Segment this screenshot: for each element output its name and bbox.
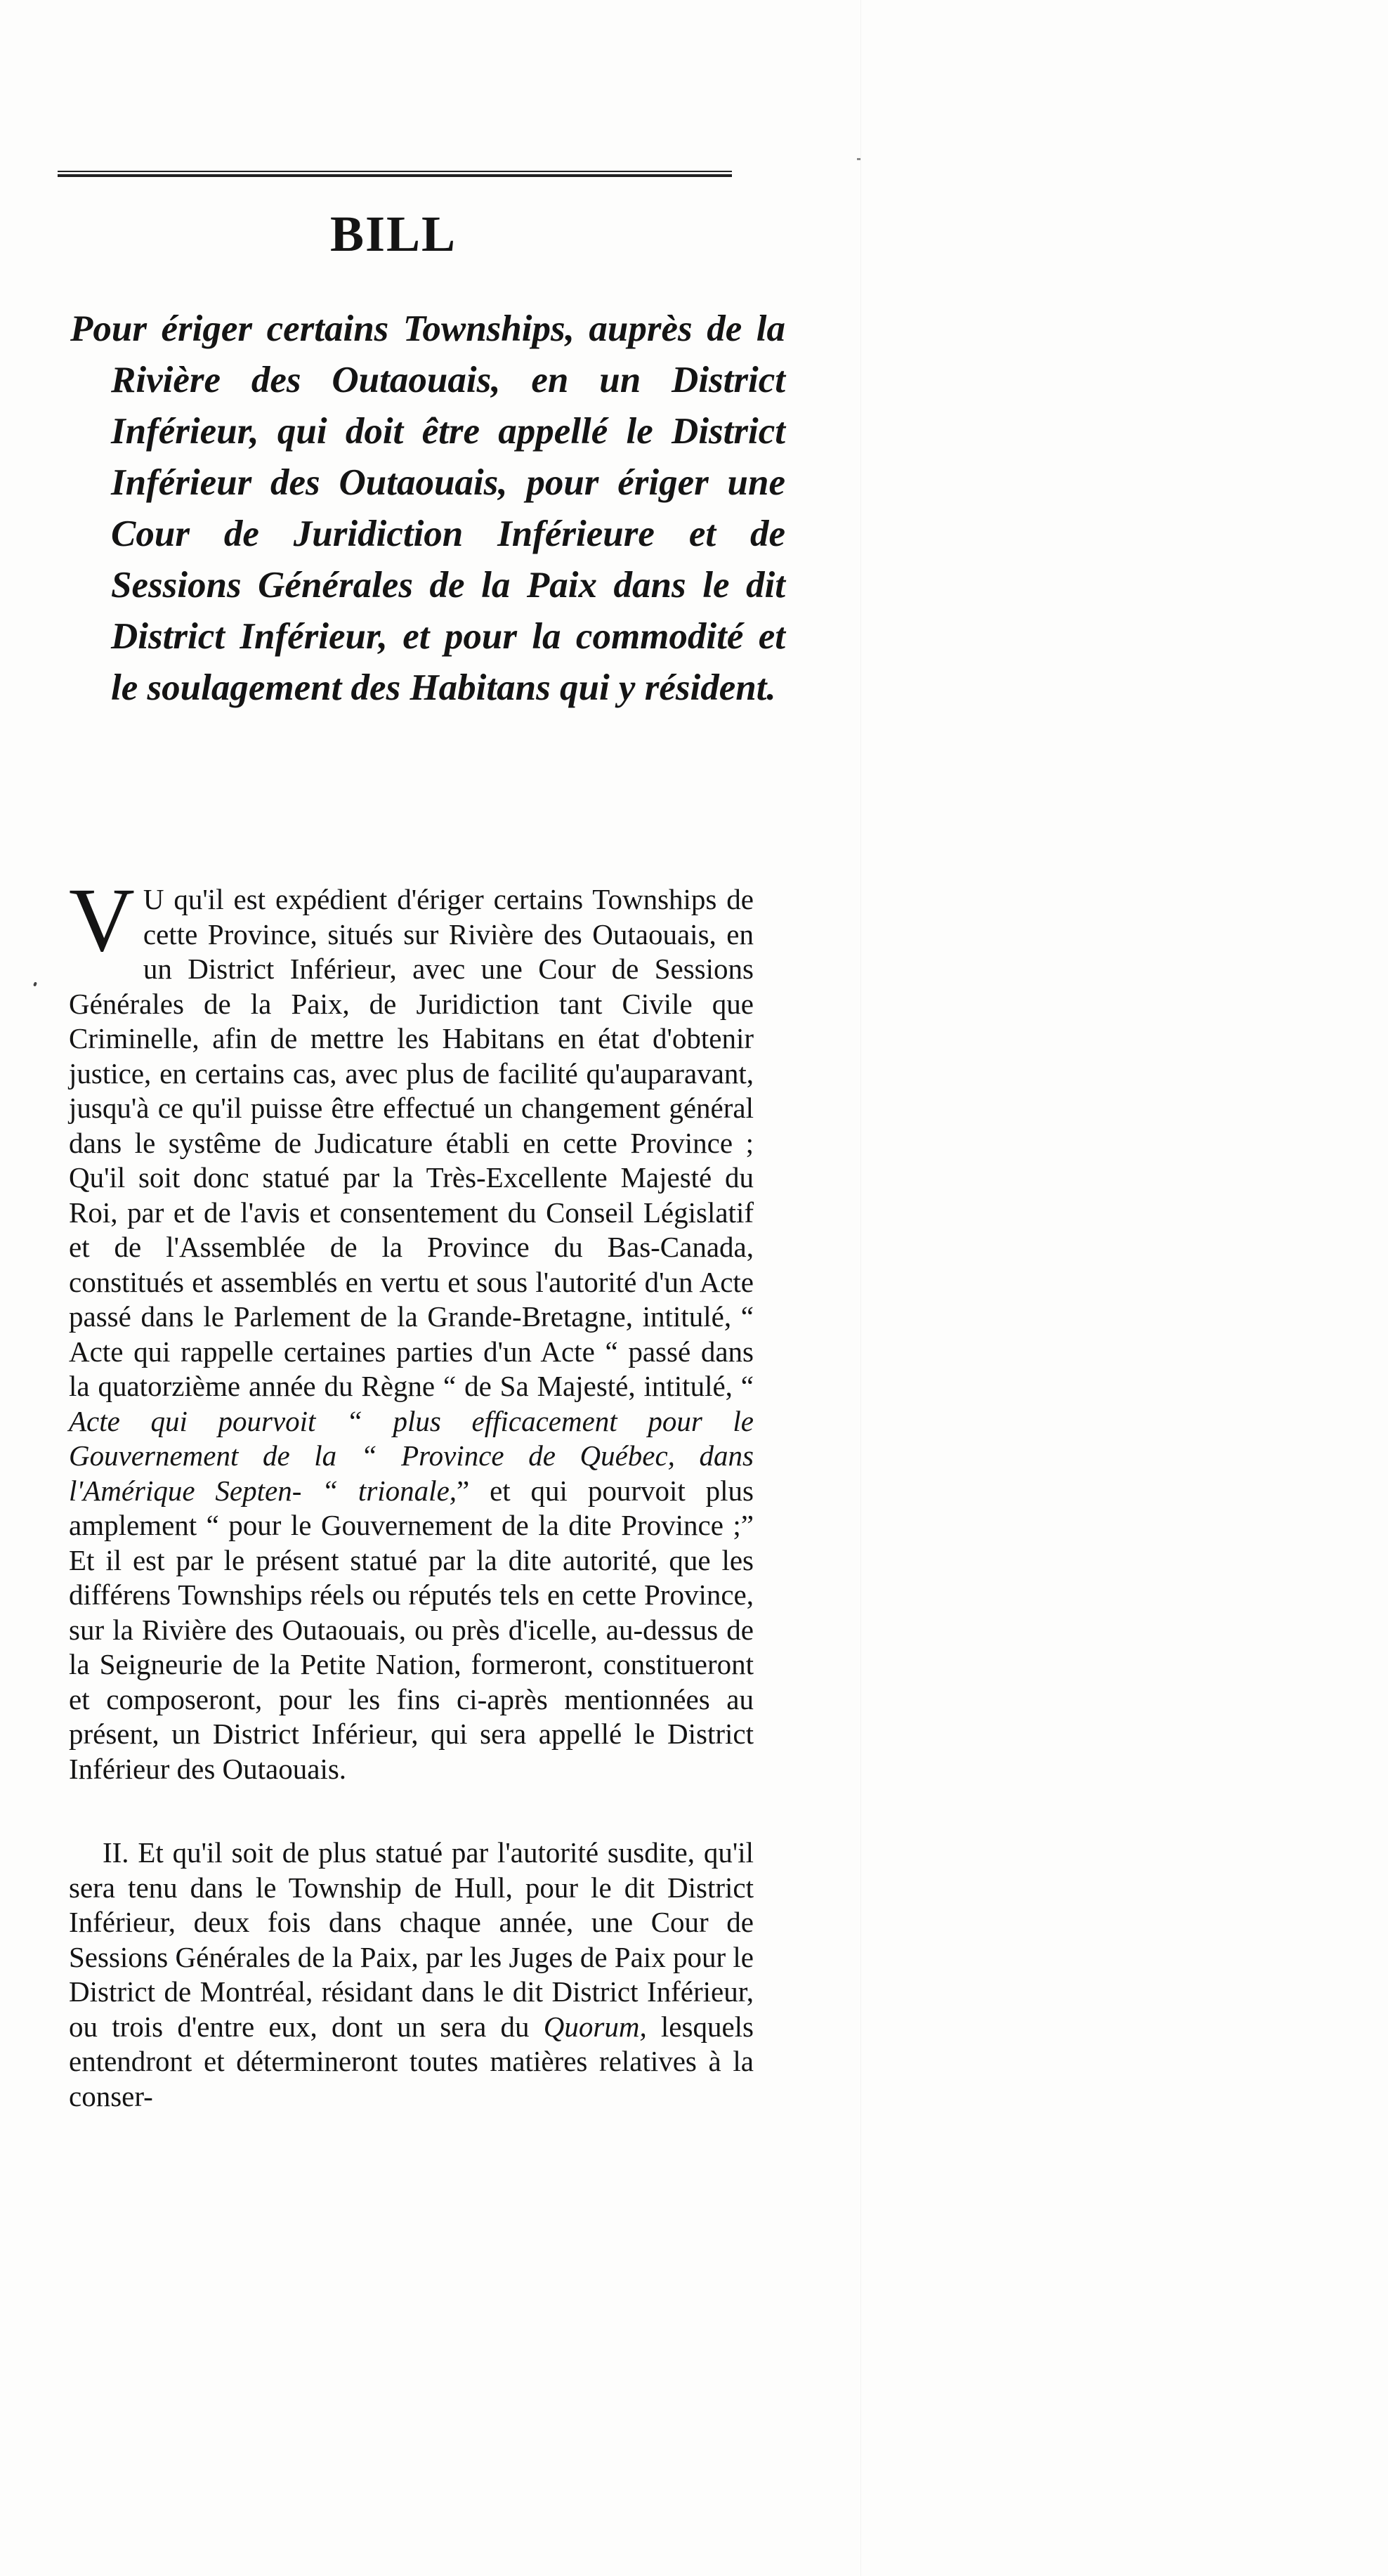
paragraph-1-quoted-act-title: Acte qui pourvoit “ plus efficacement pour le Gouvernement de la “ Province de Québec, dans l'Amérique Septen- “ trionale, — [69, 1404, 754, 1507]
bill-title: Pour ériger certains Townships, auprès de la Rivière des Outaouais, en un District Inférieur, qui doit être appellé le District Inférieur des Outaouais, pour ériger une Cour de Juridiction Inférieure et de Sessions Générales de la Paix dans le dit District Inférieur, et pour la commodité et le soulagement des Habitans qui y résident. — [70, 308, 785, 708]
document-heading: BILL — [329, 206, 457, 262]
ink-speck — [857, 158, 860, 160]
paragraph-1-text-b: ” et qui pourvoit plus amplement “ pour le Gouvernement de la dite Province ;” Et il est par le présent statué par la dite autorité, que les différens Townships réels ou réputés tels en cette Province, sur la Rivière des Outaouais, ou près d'icelle, au-dessus de la Seigneurie de la Petite Nation, formeront, constitueront et composeront, pour les fins ci-après mentionnées au présent, un District Inférieur, qui sera appellé le District Inférieur des Outaouais. — [69, 1474, 754, 1785]
header-rule-thin — [58, 171, 732, 172]
drop-cap: V — [69, 870, 135, 971]
paragraph-2 — [69, 1836, 754, 2114]
paragraph-1-text-a: U qu'il est expédient d'ériger certains Townships de cette Province, situés sur Rivière des Outaouais, en un District Inférieur, avec une Cour de Sessions Générales de la Paix, de Juridiction tant Civile que Criminelle, afin de mettre les Habitans en état d'obtenir justice, en certains cas, avec plus de facilité qu'auparavant, jusqu'à ce qu'il puisse être effectué un changement général dans le systême de Judicature établi en cette Province ; Qu'il soit donc statué par la Très-Excellente Majesté du Roi, par et de l'avis et consentement du Conseil Législatif et de l'Assemblée de la Province du Bas-Canada, constitués et assemblés en vertu et sous l'autorité d'un Acte passé dans le Parlement de la Grande-Bretagne, intitulé, “ Acte qui rappelle certaines parties d'un Acte “ passé dans la quatorzième année du Règne “ de Sa Majesté, intitulé, “ — [69, 883, 754, 1402]
paragraph-2-text-a: II. Et qu'il soit de plus statué par l'autorité susdite, qu'il sera tenu dans le Township de Hull, pour le dit District Inférieur, deux fois dans chaque année, une Cour de Sessions Générales de la Paix, par les Juges de Paix pour le District de Montréal, résidant dans le dit District Inférieur, ou trois d'entre eux, dont un sera du — [69, 1836, 754, 2043]
header-rule — [58, 171, 732, 178]
header-rule-thick — [58, 174, 732, 177]
margin-ink-mark — [33, 981, 37, 986]
paragraph-2-text-b: lesquels entendront et détermineront toutes matières relatives à la conser- — [69, 2010, 754, 2112]
document-body — [69, 870, 754, 2163]
page-fold-line — [860, 0, 861, 2576]
paragraph-1 — [69, 870, 754, 1786]
paragraph-2-quorum: Quorum, — [543, 2010, 647, 2043]
